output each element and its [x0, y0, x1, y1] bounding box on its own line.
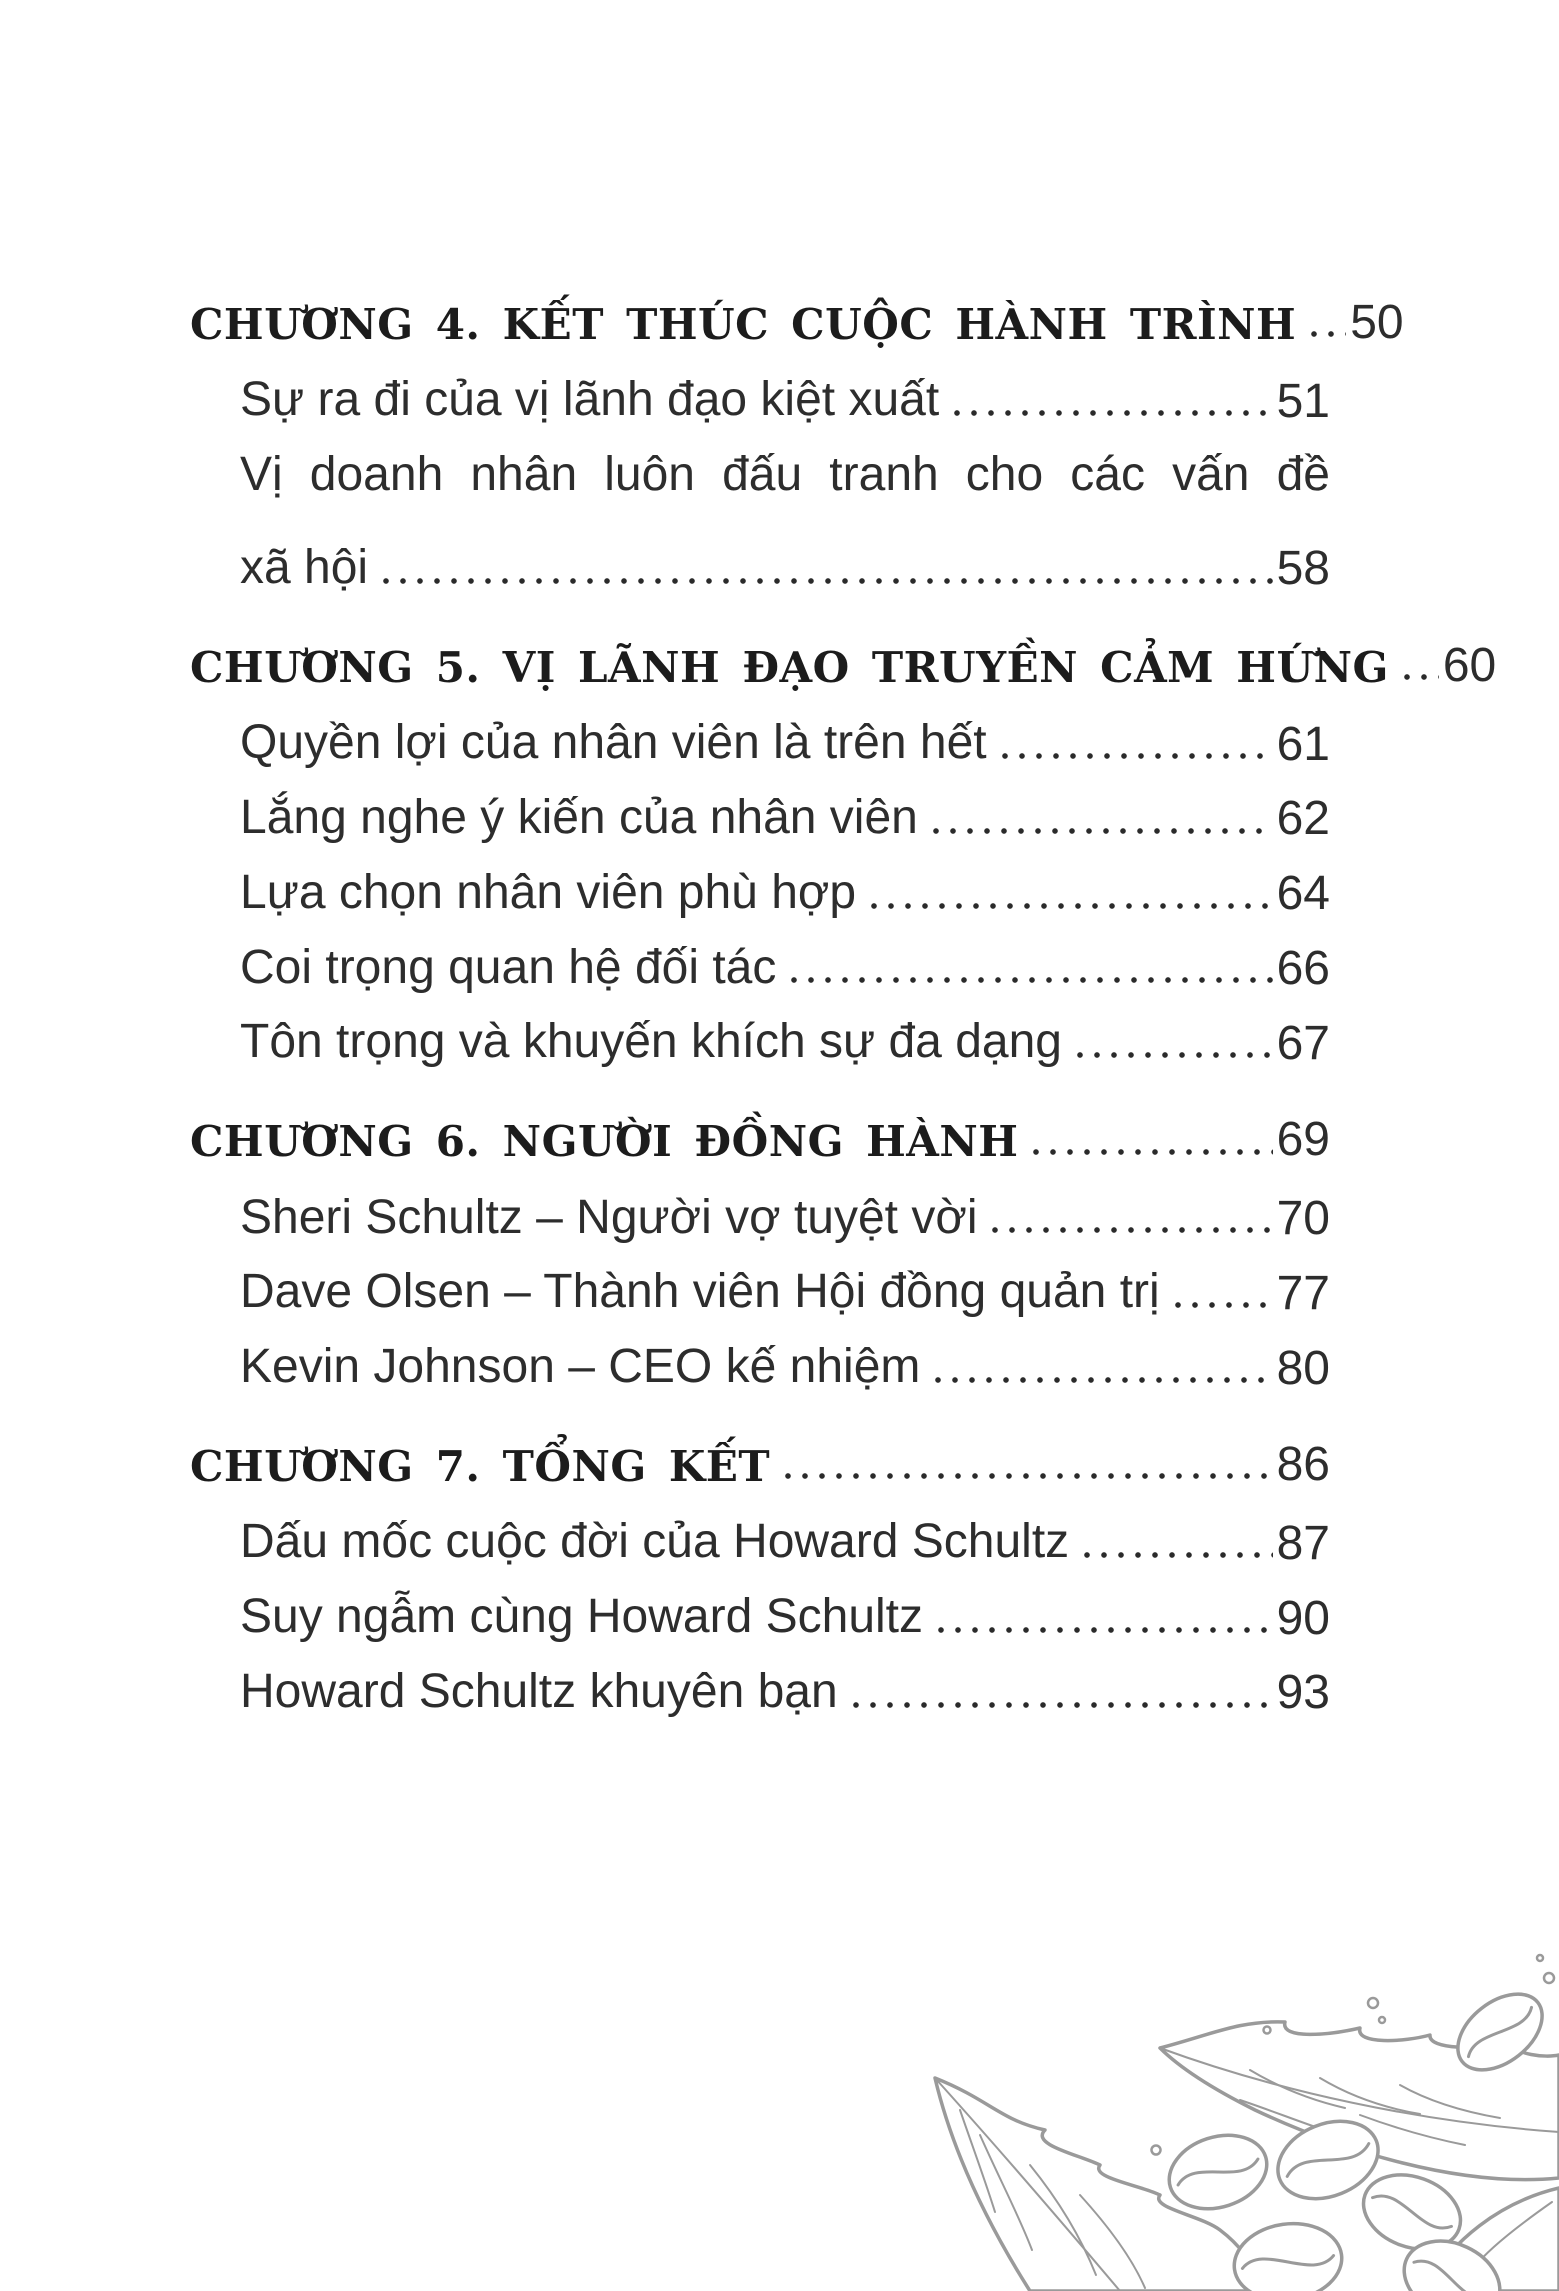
- toc-entry-label-line1: Vị doanh nhân luôn đấu tranh cho các vấn đề: [240, 448, 1330, 502]
- coffee-bean-icon: [1160, 2123, 1277, 2220]
- toc-entry-label: Sheri Schultz – Người vợ tuyệt vời: [240, 1190, 978, 1244]
- dot-leader: [1079, 1550, 1272, 1560]
- toc-entry-label: Howard Schultz khuyên bạn: [240, 1664, 838, 1718]
- dot-leader: [1399, 672, 1439, 682]
- dot-leader: [848, 1700, 1273, 1710]
- page-number: 50: [1350, 296, 1404, 349]
- dot-leader: [949, 408, 1272, 418]
- toc-item-entry: [190, 374, 1330, 427]
- toc-item-entry: [190, 1341, 1330, 1394]
- toc-entry-label: Kevin Johnson – CEO kế nhiệm: [240, 1340, 921, 1394]
- toc-chapter-entry: [190, 638, 1497, 692]
- toc-entry-label: CHƯƠNG 7. TỔNG KẾT: [190, 1442, 771, 1492]
- toc-chapter-entry: [190, 1115, 1330, 1165]
- toc-entry-label: CHƯƠNG 5. VỊ LÃNH ĐẠO TRUYỀN CẢM HỨNG: [190, 642, 1389, 692]
- toc-item-entry: [190, 942, 1330, 995]
- page-number: 80: [1276, 1341, 1330, 1395]
- toc-item-entry: [190, 792, 1330, 845]
- toc-entry-label: Suy ngẫm cùng Howard Schultz: [240, 1590, 924, 1644]
- page-number: 87: [1276, 1516, 1330, 1570]
- toc-item-entry: [190, 717, 1330, 770]
- dot-leader: [928, 826, 1273, 836]
- page-number: 64: [1276, 867, 1330, 921]
- toc-entry-label: Sự ra đi của vị lãnh đạo kiệt xuất: [240, 373, 940, 427]
- dot-leader: [1028, 1147, 1272, 1157]
- toc-item-entry: [190, 1192, 1330, 1245]
- coffee-leaves-beans-illustration: [600, 1950, 1559, 2291]
- dot-leader: [997, 751, 1273, 761]
- dot-leader: [933, 1625, 1273, 1635]
- toc-entry-label: Coi trọng quan hệ đối tác: [240, 940, 777, 994]
- page-number: 67: [1276, 1016, 1330, 1070]
- page-number: 69: [1276, 1113, 1330, 1167]
- page-number: 70: [1276, 1191, 1330, 1245]
- toc-entry-label: Dấu mốc cuộc đời của Howard Schultz: [240, 1515, 1070, 1569]
- page-number: 60: [1442, 638, 1497, 692]
- page-number: 58: [1276, 542, 1330, 596]
- dot-leader: [866, 901, 1273, 911]
- toc-list: [190, 252, 1497, 1741]
- dot-leader: [930, 1375, 1272, 1385]
- dot-leader: [378, 576, 1273, 586]
- page-number: 61: [1276, 717, 1330, 771]
- toc-chapter-entry: [190, 296, 1404, 350]
- dot-leader: [780, 1471, 1272, 1481]
- page-number: 62: [1276, 792, 1330, 846]
- page-number: 90: [1276, 1591, 1330, 1645]
- toc-item-entry: [190, 1266, 1330, 1319]
- dot-leader: [987, 1225, 1272, 1235]
- dot-leader: [1306, 329, 1346, 339]
- toc-entry-label: xã hội: [240, 540, 369, 594]
- toc-entry-label: Tôn trọng và khuyến khích sự đa dạng: [240, 1015, 1062, 1069]
- page-number: 77: [1276, 1266, 1330, 1320]
- toc-entry-label: Lựa chọn nhân viên phù hợp: [240, 865, 857, 919]
- toc-item-entry: [190, 1591, 1330, 1644]
- toc-item-entry: [190, 867, 1330, 920]
- page-number: 93: [1276, 1666, 1330, 1720]
- page-number: 66: [1276, 941, 1330, 995]
- toc-entry-label: Dave Olsen – Thành viên Hội đồng quản trị: [240, 1265, 1160, 1319]
- coffee-bean-icon: [1229, 2217, 1347, 2291]
- page-number: 86: [1276, 1437, 1330, 1491]
- dot-leader: [1072, 1050, 1273, 1060]
- toc-item-entry: [190, 1016, 1330, 1069]
- toc-item-entry: [190, 1666, 1330, 1719]
- toc-item-entry: [190, 1516, 1330, 1569]
- toc-item-entry: [190, 449, 1330, 595]
- toc-entry-label: CHƯƠNG 4. KẾT THÚC CUỘC HÀNH TRÌNH: [190, 300, 1297, 350]
- page-number: 51: [1276, 374, 1330, 428]
- toc-entry-label: CHƯƠNG 6. NGƯỜI ĐỒNG HÀNH: [190, 1117, 1019, 1167]
- dot-leader: [786, 975, 1272, 985]
- dot-leader: [1170, 1300, 1273, 1310]
- toc-entry-label: Quyền lợi của nhân viên là trên hết: [240, 716, 987, 770]
- toc-entry-label: Lắng nghe ý kiến của nhân viên: [240, 790, 918, 844]
- toc-chapter-entry: [190, 1437, 1330, 1492]
